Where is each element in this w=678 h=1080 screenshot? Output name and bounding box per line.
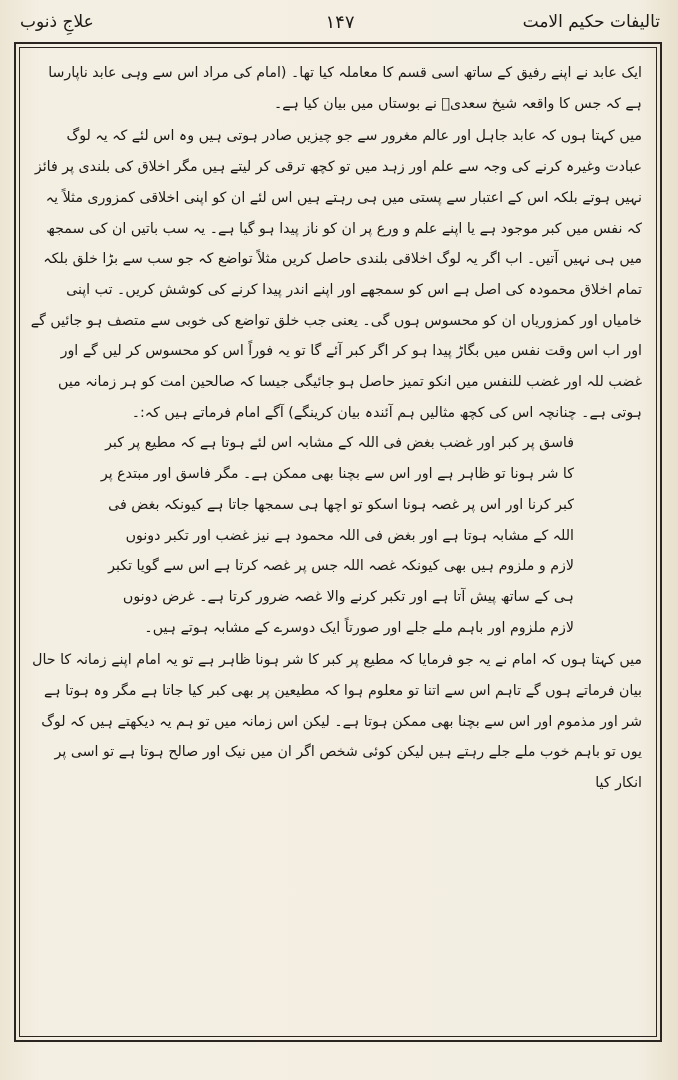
paragraph-2: میں کہتا ہوں کہ عابد جاہل اور عالم مغرور سے جو چیزیں صادر ہوتی ہیں وہ اس لئے کہ یہ لوگ عبادت وغیرہ کرنے کی وجہ سے علم اور زہد میں تو کچھ ترقی کر لیتے ہیں مگر اخلاق کی بلندی پر فائز نہیں ہوتے بلکہ اس کے اعتبار سے پستی میں ہی رہتے ہیں اس لئے ان کو اپنی اخلاقی کمزوری مثلاً یہ کہ نفس میں کبر موجود ہے یا اپنے علم و ورع پر ان کو ناز پیدا ہو گیا ہے۔ یہ سب باتیں ان کی سمجھ میں ہی نہیں آتیں۔ اب اگر یہ لوگ اخلاقی بلندی حاصل کریں مثلاً تواضع کہ جو سب سے بڑا خلق بلکہ تمام اخلاق محمودہ کی اصل ہے اس کو سمجھے اور اپنے اندر پیدا کرنے کی کوشش کریں۔ تب اپنی خامیاں اور کمزوریاں ان کو محسوس ہوں گی۔ یعنی جب خلق تواضع کی خوبی سے متصف ہو جائیں گے اور اب اس وقت نفس میں بگاڑ پیدا ہو کر اگر کبر آئے گا تو یہ فوراً اس کو محسوس کر لیں گے اور غضب للہ اور غضب للنفس میں انکو تمیز حاصل ہو جائیگی جیسا کہ صالحین امت کو ہر زمانہ میں ہوتی ہے۔ چنانچہ اس کی کچھ مثالیں ہم آئندہ بیان کرینگے) آگے امام فرماتے ہیں کہ:۔	[30, 128, 642, 421]
chapter-title: علاجِ ذنوب	[20, 12, 94, 32]
book-title: تالیفات حکیم الامت	[522, 12, 660, 32]
paragraph-4: میں کہتا ہوں کہ امام نے یہ جو فرمایا کہ مطیع پر کبر کا شر ہونا ظاہر ہے تو یہ امام اپنے زمانہ کا حال بیان فرماتے ہوں گے تاہم اس سے اتنا تو معلوم ہوا کہ مطیعین پر بھی کبر کیا جاتا ہے مگر وہ ہوتا ہے شر اور مذموم اور اس سے بچنا بھی ممکن ہوتا ہے۔ لیکن اس زمانہ میں تو ہم یہ دیکھتے ہیں کہ لوگ یوں تو باہم خوب ملے جلے رہتے ہیں لیکن کوئی شخص اگر ان میں نیک اور صالح ہوتا ہے تو اسی پر انکار کیا	[32, 652, 642, 792]
page-body	[30, 58, 642, 1033]
page-header	[14, 10, 666, 40]
paragraph-1: ایک عابد نے اپنے رفیق کے ساتھ اسی قسم کا معاملہ کیا تھا۔ (امام کی مراد اس سے وہی عابد ناپارسا ہے کہ جس کا واقعہ شیخ سعدیؒ نے بوستاں میں بیان کیا ہے۔	[48, 65, 642, 112]
page-number: ۱۴۷	[325, 12, 355, 33]
quoted-paragraph: فاسق پر کبر اور غضب بغض فی اللہ کے مشابہ اس لئے ہوتا ہے کہ مطیع پر کبر کا شر ہونا تو ظاہر ہے اور اس سے بچنا بھی ممکن ہے۔ مگر فاسق اور مبتدع پر کبر کرنا اور اس پر غصہ ہونا اسکو تو اچھا ہی سمجھا جاتا ہے کیونکہ بغض فی اللہ کے مشابہ ہوتا ہے اور بغض فی اللہ محمود ہے نیز غضب اور تکبر دونوں لازم و ملزوم ہیں بھی کیونکہ غصہ اللہ جس پر غصہ کرتا ہے اس سے گویا تکبر ہی کے ساتھ پیش آتا ہے اور تکبر کرنے والا غصہ ضرور کرتا ہے۔ غرض دونوں لازم ملزوم اور باہم ملے جلے اور صورتاً ایک دوسرے کے مشابہ ہوتے ہیں۔	[100, 435, 574, 636]
